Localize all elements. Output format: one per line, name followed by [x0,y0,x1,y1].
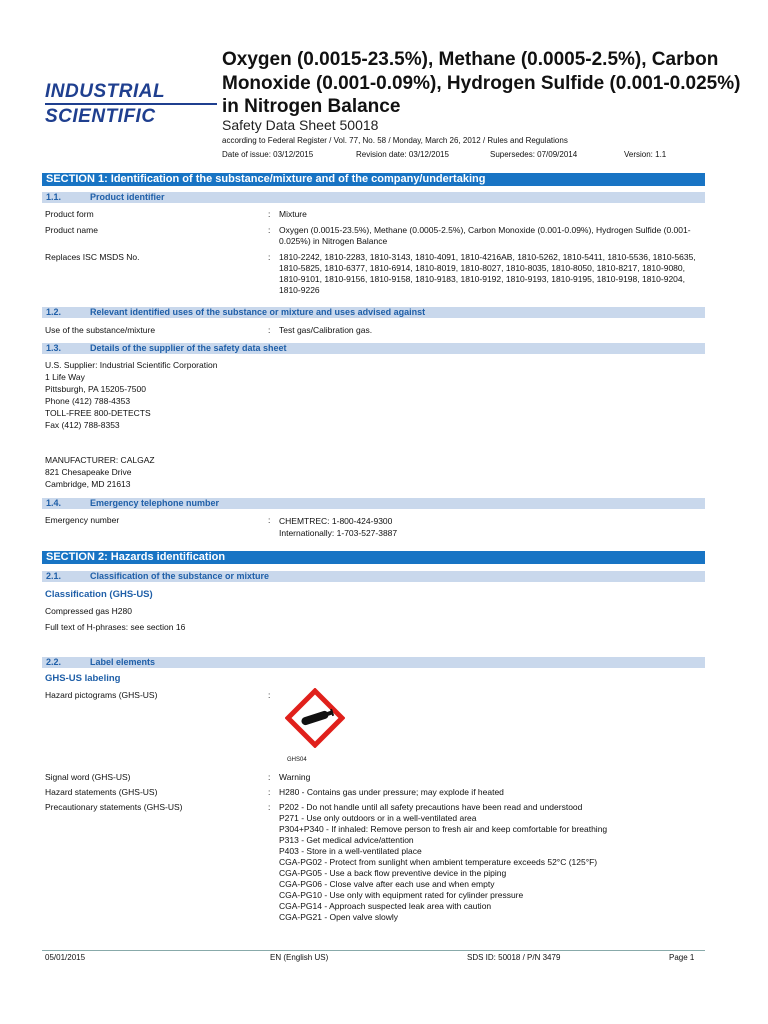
subsection-1-3 [42,343,705,354]
pictogram-caption: GHS04 [287,757,307,763]
footer-language: EN (English US) [270,953,329,962]
signal-label: Signal word (GHS-US) [45,772,131,782]
signal-value: Warning [279,772,311,782]
precaution-item: P313 - Get medical advice/attention [279,835,414,845]
use-label: Use of the substance/mixture [45,325,156,335]
subsection-title: Product identifier [90,192,165,202]
precaution-item: CGA-PG21 - Open valve slowly [279,912,399,922]
subsection-number: 2.1. [46,571,62,581]
regulation-reference: according to Federal Register / Vol. 77, No. 58 / Monday, March 26, 2012 / Rules and Regulations [222,136,568,145]
subsection-title: Relevant identified uses of the substance or mixture and uses advised against [90,307,426,317]
logo-rule [45,103,217,105]
subsection-title: Classification of the substance or mixture [90,571,270,581]
manufacturer-info: MANUFACTURER: CALGAZ 821 Chesapeake Drive Cambridge, MD 21613 [45,455,155,489]
replaces-label: Replaces ISC MSDS No. [45,252,140,262]
supplier-info: U.S. Supplier: Industrial Scientific Corporation 1 Life Way Pittsburgh, PA 15205-7500 Phone (412) 788-4353 TOLL-FREE 800-DETECTS Fax (412) 788-8353 [45,360,218,430]
subsection-number: 1.3. [46,343,62,353]
product-name-value: Oxygen (0.0015-23.5%), Methane (0.0005-2.5%), Carbon Monoxide (0.001-0.09%), Hydrogen Sulfide (0.001-0.025%) in Nitrogen Balance [279,225,691,246]
subsection-2-1 [42,571,705,582]
subsection-2-2 [42,657,705,668]
use-value: Test gas/Calibration gas. [279,325,373,335]
subsection-number: 2.2. [46,657,62,667]
date-of-issue: Date of issue: 03/12/2015 [222,150,314,159]
emergency-label: Emergency number [45,515,120,525]
classification-value: Compressed gas H280 [45,606,132,616]
subsection-1-1 [42,192,705,203]
subsection-1-2 [42,307,705,318]
subsection-number: 1.1. [46,192,62,202]
precaution-item: P304+P340 - If inhaled: Remove person to fresh air and keep comfortable for breathing [279,824,608,834]
footer-rule [42,950,705,951]
precaution-item: P403 - Store in a well-ventilated place [279,846,422,856]
hazard-value: H280 - Contains gas under pressure; may explode if heated [279,787,504,797]
precaution-item: CGA-PG06 - Close valve after each use and when empty [279,879,495,889]
subsection-title: Label elements [90,657,156,667]
logo-line1: INDUSTRIAL [45,81,166,102]
product-form-label: Product form [45,209,94,219]
precaution-label: Precautionary statements (GHS-US) [45,802,183,812]
section2-header: SECTION 2: Hazards identification [42,551,705,564]
precaution-item: CGA-PG10 - Use only with equipment rated for cylinder pressure [279,890,524,900]
precaution-item: CGA-PG05 - Use a back flow preventive device in the piping [279,868,507,878]
labeling-heading: GHS-US labeling [45,673,121,684]
pictograms-label: Hazard pictograms (GHS-US) [45,690,158,700]
subsection-title: Emergency telephone number [90,498,220,508]
subsection-number: 1.2. [46,307,62,317]
supersedes: Supersedes: 07/09/2014 [490,150,578,159]
precaution-list [279,802,704,923]
revision-date: Revision date: 03/12/2015 [356,150,449,159]
version: Version: 1.1 [624,150,667,159]
precaution-item: P202 - Do not handle until all safety precautions have been read and understood [279,802,583,812]
footer-date: 05/01/2015 [45,953,86,962]
company-logo [45,82,217,127]
precaution-item: CGA-PG02 - Protect from sunlight when ambient temperature exceeds 52°C (125°F) [279,857,598,867]
subsection-number: 1.4. [46,498,62,508]
product-form-value: Mixture [279,209,307,219]
gas-cylinder-icon [285,688,345,748]
product-name-label: Product name [45,225,98,235]
subsection-title: Details of the supplier of the safety data sheet [90,343,287,353]
document-subtitle: Safety Data Sheet 50018 [222,117,379,133]
section1-header: SECTION 1: Identification of the substance/mixture and of the company/undertaking [42,173,705,186]
fulltext-note: Full text of H-phrases: see section 16 [45,622,186,632]
precaution-item: P271 - Use only outdoors or in a well-ventilated area [279,813,477,823]
emergency-value: CHEMTREC: 1-800-424-9300 Internationally: 1-703-527-3887 [279,516,398,538]
classification-heading: Classification (GHS-US) [45,589,153,600]
footer-page: Page 1 [669,953,695,962]
subsection-1-4 [42,498,705,509]
footer-sds-id: SDS ID: 50018 / P/N 3479 [467,953,561,962]
logo-line2: SCIENTIFIC [45,106,156,127]
precaution-item: CGA-PG14 - Approach suspected leak area with caution [279,901,492,911]
replaces-value: 1810-2242, 1810-2283, 1810-3143, 1810-4091, 1810-4216AB, 1810-5262, 1810-5411, 1810-5536, 1810-5635, 1810-5825, 1810-6377, 1810-6914, 1810-8019, 1810-8027, 1810-8035, 1810-8050, 1810-8217, 1810-9080, 1810-9101, 1810-9156, 1810-9158, 1810-9183, 1810-9192, 1810-9193, 1810-9195, 1810-9198, 1810-9204, 1810-9226 [279,252,696,295]
document-title: Oxygen (0.0015-23.5%), Methane (0.0005-2.5%), Carbon Monoxide (0.001-0.09%), Hydrogen Sulfide (0.001-0.025%) in Nitrogen Balance [222,49,741,117]
hazard-label: Hazard statements (GHS-US) [45,787,158,797]
